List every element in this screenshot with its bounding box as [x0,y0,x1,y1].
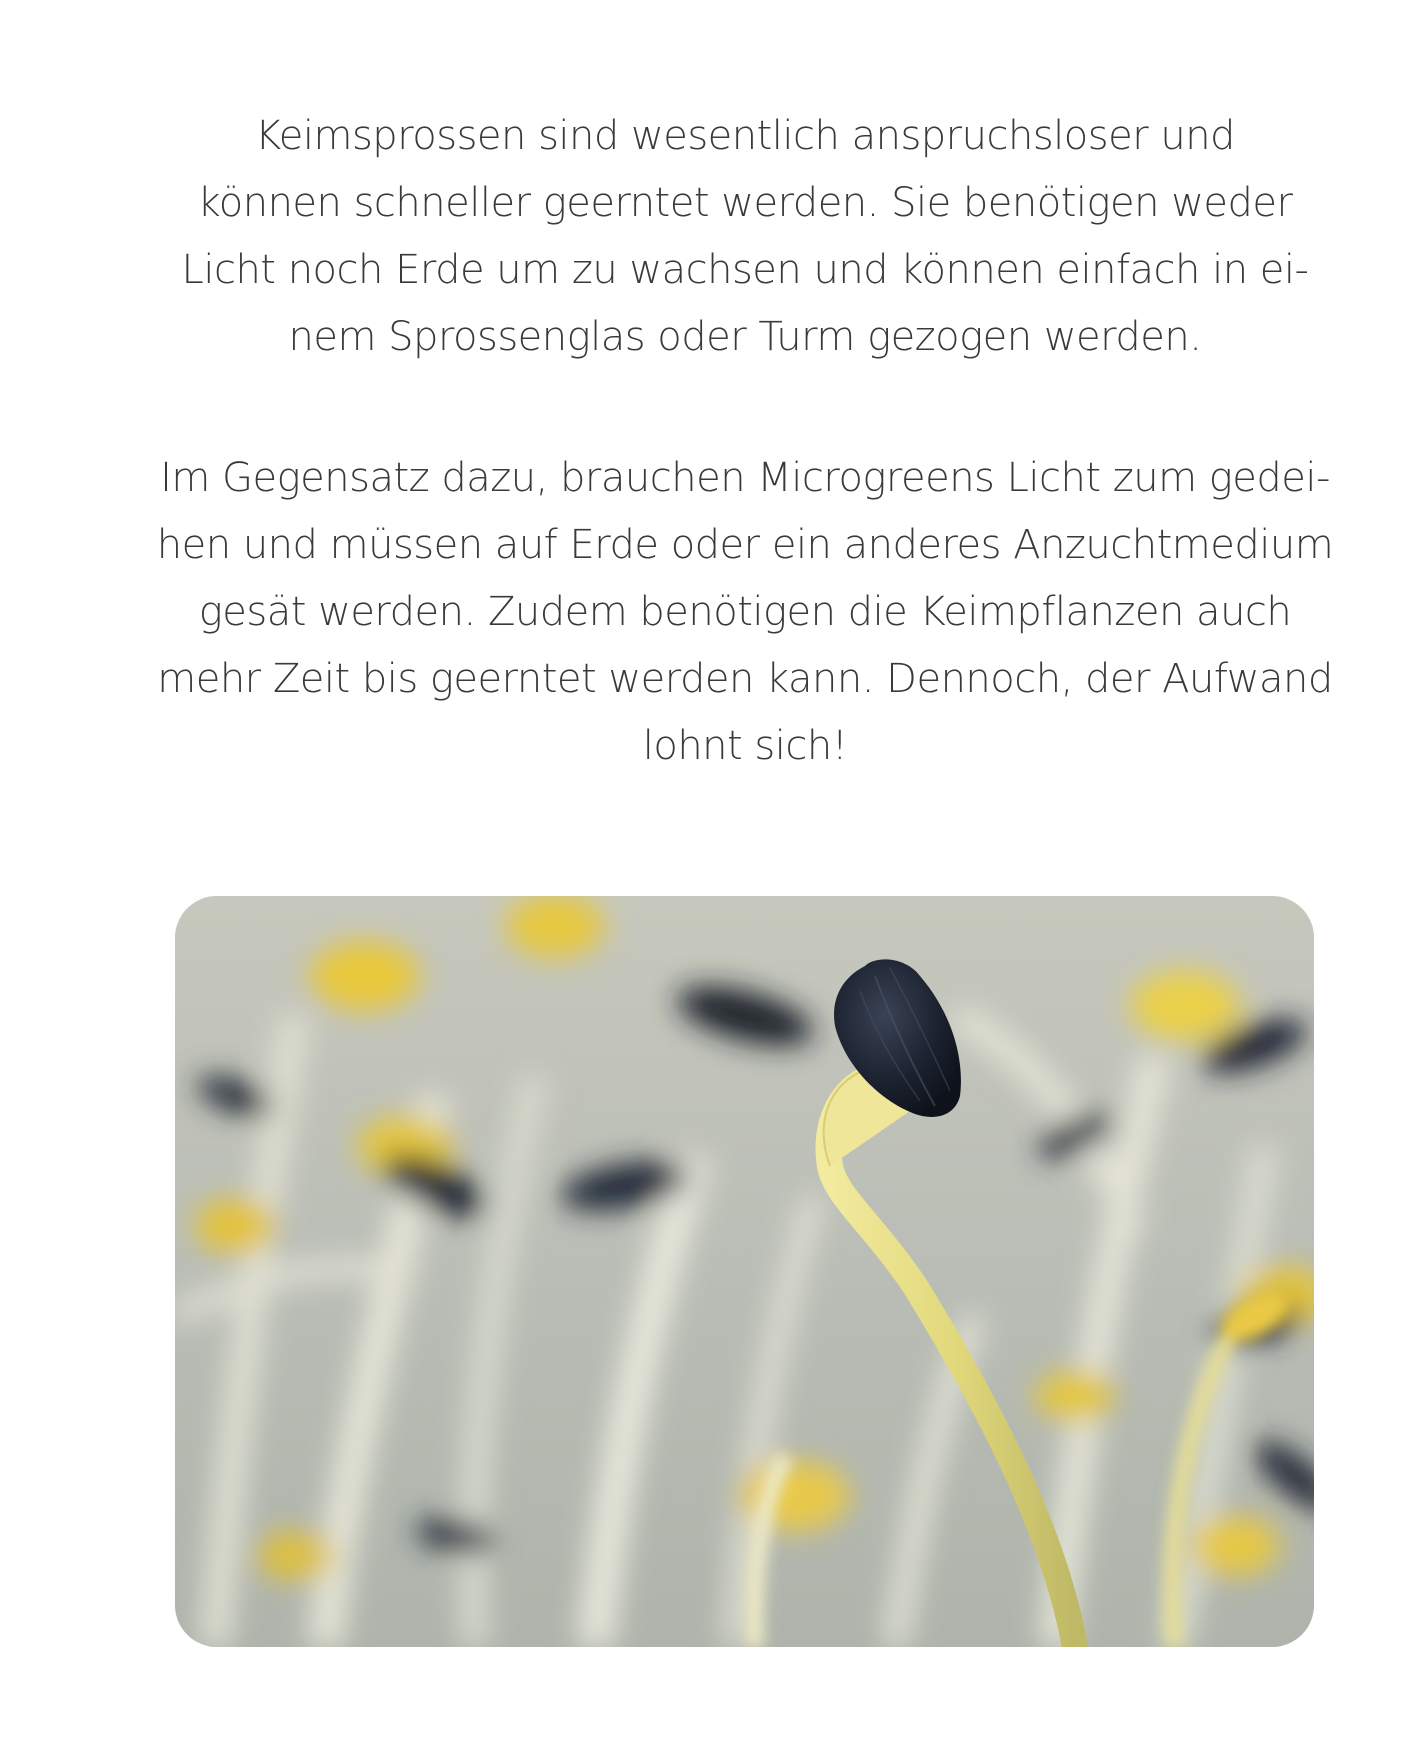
sprout-illustration [175,896,1314,1647]
paragraph-line: hen und müssen auf Erde oder ein anderes Anzuchtmedium [156,522,1334,568]
paragraph-line: Im Gegensatz dazu, brauchen Microgreens Licht zum gedei- [160,455,1330,501]
paragraph-line: Keimsprossen sind wesentlich anspruchsloser und [255,113,1235,159]
paragraph-line: lohnt sich! [642,723,848,769]
paragraph-line: Licht noch Erde um zu wachsen und können einfach in ei- [181,247,1309,293]
paragraph-line: mehr Zeit bis geerntet werden kann. Dennoch, der Aufwand [157,656,1333,702]
sprout-photo [175,896,1314,1647]
paragraph-line: nem Sprossenglas oder Turm gezogen werden. [288,314,1202,360]
paragraph-line: gesät werden. Zudem benötigen die Keimpflanzen auch [198,589,1292,635]
paragraph-keimsprossen [150,103,1340,371]
paragraph-line: können schneller geerntet werden. Sie benötigen weder [197,180,1293,226]
paragraph-microgreens [150,445,1340,780]
